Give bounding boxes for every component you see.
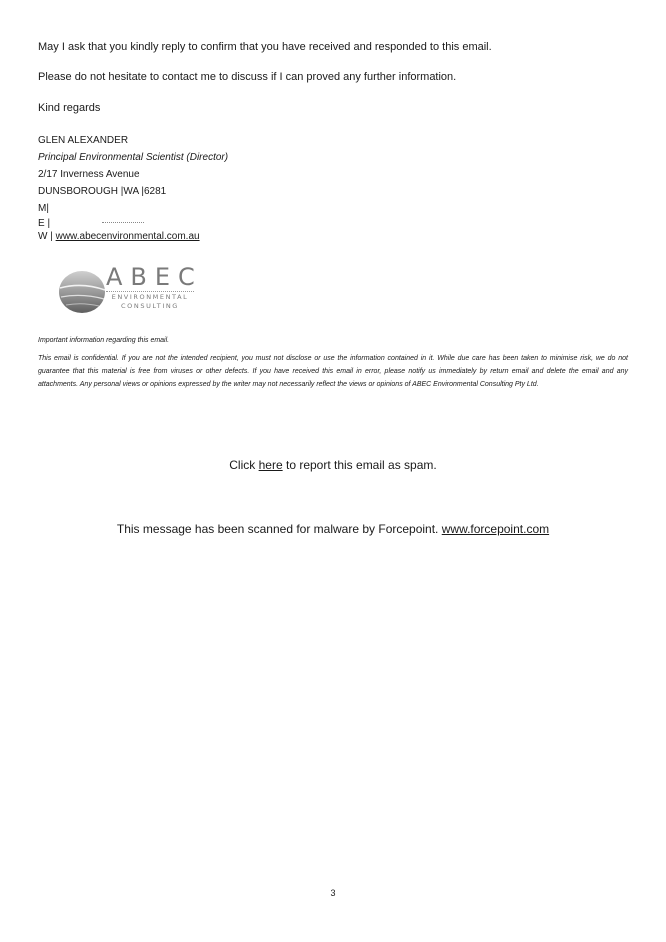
body-paragraph-confirm: May I ask that you kindly reply to confirm that you have received and responded to this email.	[38, 41, 492, 53]
signature-block	[38, 132, 228, 243]
disclaimer-title: Important information regarding this email.	[38, 337, 170, 344]
signature-mobile	[38, 200, 228, 217]
web-label: W |	[38, 231, 53, 242]
spam-report-line	[0, 458, 666, 472]
closing: Kind regards	[38, 102, 101, 114]
spam-prefix: Click	[229, 458, 256, 472]
logo-wordmark: ABEC	[106, 263, 203, 291]
page-number: 3	[330, 888, 336, 898]
scan-text: This message has been scanned for malware by Forcepoint.	[116, 522, 439, 536]
body-paragraph-contact: Please do not hesitate to contact me to discuss if I can proved any further information.	[38, 71, 457, 83]
signature-name: GLEN ALEXANDER	[38, 135, 129, 146]
signature-address-line2: DUNSBOROUGH |WA |6281	[38, 186, 167, 197]
malware-scan-line	[0, 522, 666, 536]
signature-web	[38, 230, 228, 243]
disclaimer-body: This email is confidential. If you are not the intended recipient, you must not disclose or use the information contained in it. While due care has been taken to minimise risk, we do not guarantee that this material is free from viruses or other defects. If you have received this email in error, please notify us immediately by return email and delete the email and any attachments. Any personal views or opinions expressed by the writer may not necessarily reflect the views or opinions of ABEC Environmental Consulting Pty Ltd.	[38, 355, 628, 388]
logo-globe-icon	[56, 264, 106, 316]
website-link[interactable]: www.abecenvironmental.com.au	[55, 231, 200, 242]
logo-divider	[106, 291, 194, 292]
redacted-email-line	[102, 222, 144, 223]
signature-address-line1: 2/17 Inverness Avenue	[38, 169, 140, 180]
spam-report-link[interactable]: here	[258, 458, 283, 472]
logo-line1: ENVIRONMENTAL	[111, 293, 189, 301]
mobile-label: M|	[38, 203, 49, 214]
abec-logo	[56, 263, 203, 316]
signature-email	[38, 217, 228, 230]
signature-title: Principal Environmental Scientist (Director)	[38, 152, 229, 163]
forcepoint-link[interactable]: www.forcepoint.com	[441, 522, 550, 536]
spam-suffix: to report this email as spam.	[285, 458, 437, 472]
logo-line2: CONSULTING	[121, 302, 179, 310]
email-label: E |	[38, 218, 51, 229]
